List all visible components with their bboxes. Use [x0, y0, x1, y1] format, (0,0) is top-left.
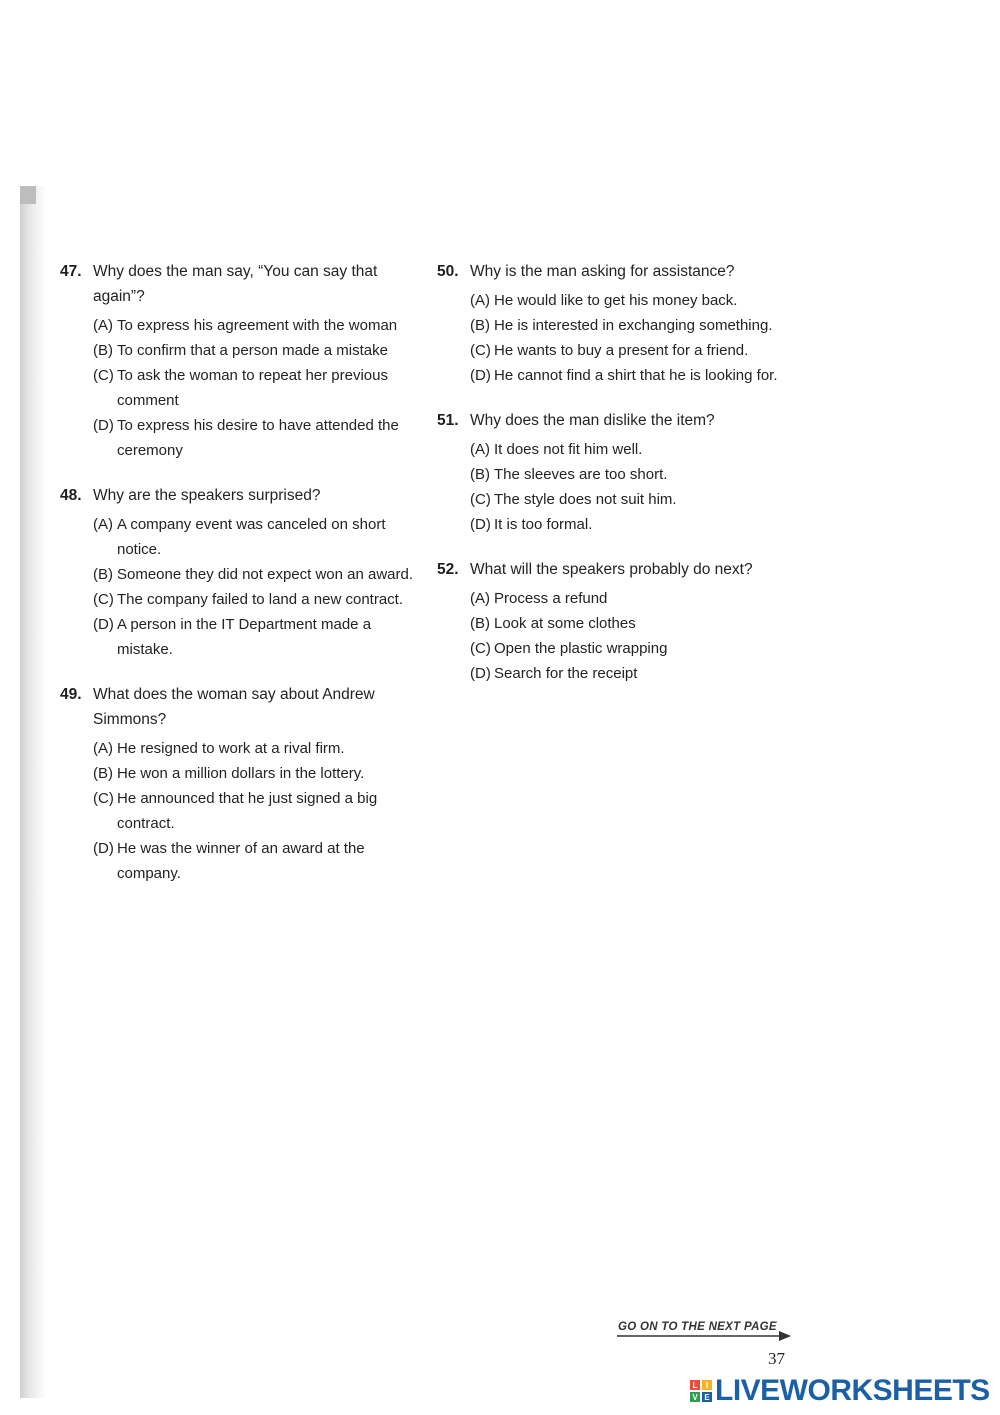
question-51 — [437, 408, 797, 537]
question-text: What will the speakers probably do next? — [470, 561, 753, 578]
option-text: To ask the woman to repeat her previous comment — [117, 367, 388, 409]
option-letter: (D) — [470, 367, 491, 384]
option-c[interactable] — [93, 587, 420, 612]
option-text: Open the plastic wrapping — [494, 640, 668, 657]
question-text: Why is the man asking for assistance? — [470, 263, 735, 280]
option-text: He would like to get his money back. — [494, 292, 738, 309]
option-b[interactable] — [93, 562, 420, 587]
option-letter: (A) — [470, 292, 490, 309]
question-number: 48. — [60, 487, 82, 504]
option-text: It is too formal. — [494, 516, 593, 533]
scan-corner-mark — [20, 186, 36, 204]
option-letter: (A) — [93, 740, 113, 757]
option-a[interactable] — [93, 736, 420, 761]
question-47 — [60, 259, 420, 463]
option-text: To confirm that a person made a mistake — [117, 342, 388, 359]
options-list — [93, 313, 420, 463]
option-text: He cannot find a shirt that he is looking for. — [494, 367, 778, 384]
option-c[interactable] — [93, 363, 420, 413]
option-letter: (B) — [470, 317, 490, 334]
question-50 — [437, 259, 797, 388]
option-letter: (D) — [93, 616, 114, 633]
option-letter: (C) — [93, 367, 114, 384]
question-number: 49. — [60, 686, 82, 703]
liveworksheets-brand — [690, 1374, 990, 1408]
option-b[interactable] — [470, 611, 797, 636]
question-number: 50. — [437, 263, 459, 280]
option-text: To express his desire to have attended the ceremony — [117, 417, 399, 459]
options-list — [470, 288, 797, 388]
liveworksheets-logo-icon — [690, 1380, 712, 1402]
option-text: It does not fit him well. — [494, 441, 643, 458]
option-letter: (A) — [470, 441, 490, 458]
question-49 — [60, 682, 420, 886]
question-number: 51. — [437, 412, 459, 429]
option-letter: (B) — [93, 765, 113, 782]
option-text: Process a refund — [494, 590, 608, 607]
option-letter: (C) — [93, 591, 114, 608]
option-text: He won a million dollars in the lottery. — [117, 765, 365, 782]
option-letter: (B) — [470, 466, 490, 483]
option-b[interactable] — [93, 338, 420, 363]
option-d[interactable] — [470, 512, 797, 537]
options-list — [470, 586, 797, 686]
question-number: 47. — [60, 263, 82, 280]
option-letter: (C) — [93, 790, 114, 807]
option-c[interactable] — [470, 338, 797, 363]
svg-text:I: I — [705, 1381, 709, 1390]
option-text: The company failed to land a new contract. — [117, 591, 403, 608]
option-letter: (C) — [470, 640, 491, 657]
option-letter: (B) — [93, 342, 113, 359]
question-52 — [437, 557, 797, 686]
option-letter: (D) — [93, 840, 114, 857]
question-text: Why are the speakers surprised? — [93, 487, 321, 504]
questions-column-left — [60, 259, 420, 906]
option-text: He announced that he just signed a big contract. — [117, 790, 378, 832]
option-letter: (D) — [93, 417, 114, 434]
option-letter: (D) — [470, 516, 491, 533]
option-a[interactable] — [470, 288, 797, 313]
option-d[interactable] — [93, 836, 420, 886]
option-letter: (A) — [93, 317, 113, 334]
option-text: The sleeves are too short. — [494, 466, 668, 483]
scan-shadow-edge — [20, 186, 46, 1398]
option-a[interactable] — [470, 437, 797, 462]
option-letter: (B) — [470, 615, 490, 632]
option-text: Look at some clothes — [494, 615, 636, 632]
option-text: He was the winner of an award at the company. — [117, 840, 365, 882]
svg-text:V: V — [692, 1393, 698, 1402]
option-text: He is interested in exchanging something. — [494, 317, 773, 334]
option-text: The style does not suit him. — [494, 491, 677, 508]
option-letter: (A) — [93, 516, 113, 533]
option-b[interactable] — [470, 313, 797, 338]
option-a[interactable] — [93, 512, 420, 562]
questions-column-right — [437, 259, 797, 706]
options-list — [93, 736, 420, 886]
question-text: Why does the man say, “You can say that again”? — [93, 263, 378, 305]
option-d[interactable] — [470, 363, 797, 388]
option-text: To express his agreement with the woman — [117, 317, 398, 334]
question-48 — [60, 483, 420, 662]
option-c[interactable] — [470, 487, 797, 512]
option-a[interactable] — [93, 313, 420, 338]
next-page-label: GO ON TO THE NEXT PAGE — [618, 1321, 777, 1333]
brand-name[interactable]: LIVEWORKSHEETS — [715, 1374, 990, 1407]
svg-text:E: E — [704, 1393, 710, 1402]
option-letter: (D) — [470, 665, 491, 682]
option-text: A company event was canceled on short notice. — [117, 516, 386, 558]
question-text: What does the woman say about Andrew Simmons? — [93, 686, 375, 728]
option-text: Someone they did not expect won an award. — [117, 566, 414, 583]
option-letter: (A) — [470, 590, 490, 607]
option-d[interactable] — [93, 413, 420, 463]
go-on-next-page — [617, 1321, 793, 1345]
options-list — [470, 437, 797, 537]
question-number: 52. — [437, 561, 459, 578]
svg-text:L: L — [692, 1381, 698, 1390]
option-text: He wants to buy a present for a friend. — [494, 342, 749, 359]
options-list — [93, 512, 420, 662]
question-text: Why does the man dislike the item? — [470, 412, 715, 429]
option-b[interactable] — [470, 462, 797, 487]
option-text: He resigned to work at a rival firm. — [117, 740, 345, 757]
option-letter: (C) — [470, 342, 491, 359]
option-a[interactable] — [470, 586, 797, 611]
option-c[interactable] — [470, 636, 797, 661]
option-text: A person in the IT Department made a mistake. — [117, 616, 372, 658]
option-d[interactable] — [470, 661, 797, 686]
option-letter: (C) — [470, 491, 491, 508]
option-d[interactable] — [93, 612, 420, 662]
option-b[interactable] — [93, 761, 420, 786]
arrow-right-icon — [617, 1330, 793, 1342]
option-text: Search for the receipt — [494, 665, 638, 682]
option-c[interactable] — [93, 786, 420, 836]
page-number: 37 — [768, 1349, 785, 1368]
option-letter: (B) — [93, 566, 113, 583]
